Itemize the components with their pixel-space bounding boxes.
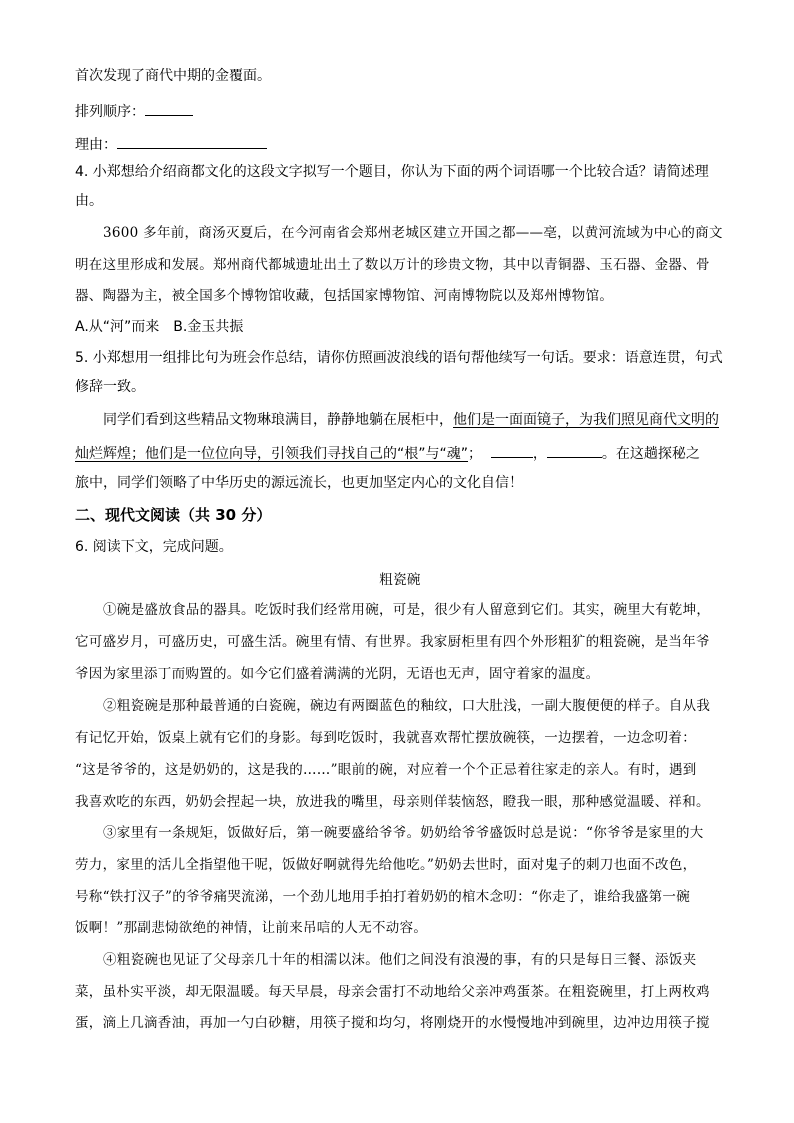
blank-reason[interactable] (117, 133, 267, 149)
article-line: 劳力，家里的活儿全指望他干呢，饭做好啊就得先给他吃。”奶奶去世时，面对鬼子的刺刀也面不改色， (75, 857, 697, 873)
question-4-cont: 由。 (75, 193, 103, 209)
wavy-underlined-text: 他们是一面面镜子，为我们照见商代文明的 (453, 412, 719, 428)
article-title: 粗瓷碗 (379, 572, 421, 588)
article-line: 蛋，滴上几滴香油，再加一勺白砂糖，用筷子搅和均匀，将刚烧开的水慢慢地冲到碗里，边冲边用筷子搅 (75, 1015, 710, 1031)
label-reason: 理由： (75, 137, 117, 153)
article-line: “这是爷爷的，这是奶奶的，这是我的……”眼前的碗，对应着一个个正忌着往家走的亲人。有时，遇到 (75, 762, 697, 778)
article-line: 饭啊！”那副悲恸欲绝的神情，让前来吊唁的人无不动容。 (75, 920, 428, 936)
wavy-underlined-text: 灿烂辉煌；他们是一位位向导，引领我们寻找自己的“根”与“魂” (75, 446, 469, 462)
article-line: 它可盛岁月，可盛历史，可盛生活。碗里有情、有世界。我家厨柜里有四个外形粗犷的粗瓷碗，是当年爷 (75, 634, 710, 650)
blank-1[interactable] (491, 442, 533, 458)
article-line: 有记忆开始，饭桌上就有它们的身影。每到吃饭时，我就喜欢帮忙摆放碗筷，一边摆着，一边念叨着： (75, 730, 696, 746)
passage-line: 明在这里形成和发展。郑州商代都城遗址出土了数以万计的珍贵文物，其中以青铜器、玉石器、金器、骨 (75, 257, 710, 273)
question-5: 5. 小郑想用一组排比句为班会作总结，请你仿照画波浪线的语句帮他续写一句话。要求：语意连贯，句式 (75, 350, 723, 366)
options: A.从“河”而来 B.金玉共振 (75, 319, 244, 335)
article-line: 菜，虽朴实平淡，却无限温暖。每天早晨，母亲会雷打不动地给父亲冲鸡蛋茶。在粗瓷碗里，打上两枚鸡 (75, 984, 710, 1000)
article-line: 爷因为家里添丁而购置的。如今它们盛着满满的光阴，无语也无声，固守着家的温度。 (75, 666, 600, 682)
passage-line: 器、陶器为主，被全国多个博物馆收藏，包括国家博物馆、河南博物院以及郑州博物馆。 (75, 288, 614, 304)
article-line: ②粗瓷碗是那种最普通的白瓷碗，碗边有两圈蓝色的釉纹，口大肚浅，一副大腹便便的样子。自从我 (103, 698, 711, 714)
blank-order[interactable] (145, 100, 193, 116)
article-line: ④粗瓷碗也见证了父母亲几十年的相濡以沫。他们之间没有浪漫的事，有的只是每日三餐、添饭夹 (103, 952, 697, 968)
blank-2[interactable] (547, 442, 602, 458)
label-order: 排列顺序： (75, 104, 145, 120)
passage-line: 3600 多年前，商汤灭夏后，在今河南省会郑州老城区建立开国之都——亳，以黄河流域为中心的商文 (103, 225, 723, 241)
question-4: 4. 小郑想给介绍商都文化的这段文字拟写一个题目，你认为下面的两个词语哪一个比较合适？请简述理 (75, 164, 709, 180)
answer-line-reason (75, 133, 725, 155)
text-line: 旅中，同学们领略了中华历史的源远流长，也更加坚定内心的文化自信！ (75, 475, 523, 491)
text-line: 首次发现了商代中期的金覆面。 (75, 68, 271, 84)
text-line: 灿烂辉煌；他们是一位位向导，引领我们寻找自己的“根”与“魂”； ， 。在这趟探秘之 (75, 442, 725, 464)
answer-line-order (75, 100, 725, 122)
article-line: 我喜欢吃的东西，奶奶会捏起一块，放进我的嘴里，母亲则佯装恼怒，瞪我一眼，那种感觉温暖、祥和。 (75, 794, 710, 810)
article-line: ③家里有一条规矩，饭做好后，第一碗要盛给爷爷。奶奶给爷爷盛饭时总是说：“你爷爷是家里的大 (103, 825, 704, 841)
article-line: 号称“铁打汉子”的爷爷痛哭流涕，一个劲儿地用手拍打着奶奶的棺木念叨：“你走了，谁给我盛第一碗 (75, 889, 691, 905)
question-5-cont: 修辞一致。 (75, 379, 145, 395)
article-line: ①碗是盛放食品的器具。吃饭时我们经常用碗，可是，很少有人留意到它们。其实，碗里大有乾坤， (103, 602, 711, 618)
section-heading: 二、现代文阅读（共 30 分） (75, 506, 272, 524)
text-line: 同学们看到这些精品文物琳琅满目，静静地躺在展柜中，他们是一面面镜子，为我们照见商代文明的 (103, 412, 719, 428)
question-6: 6. 阅读下文，完成问题。 (75, 539, 233, 555)
